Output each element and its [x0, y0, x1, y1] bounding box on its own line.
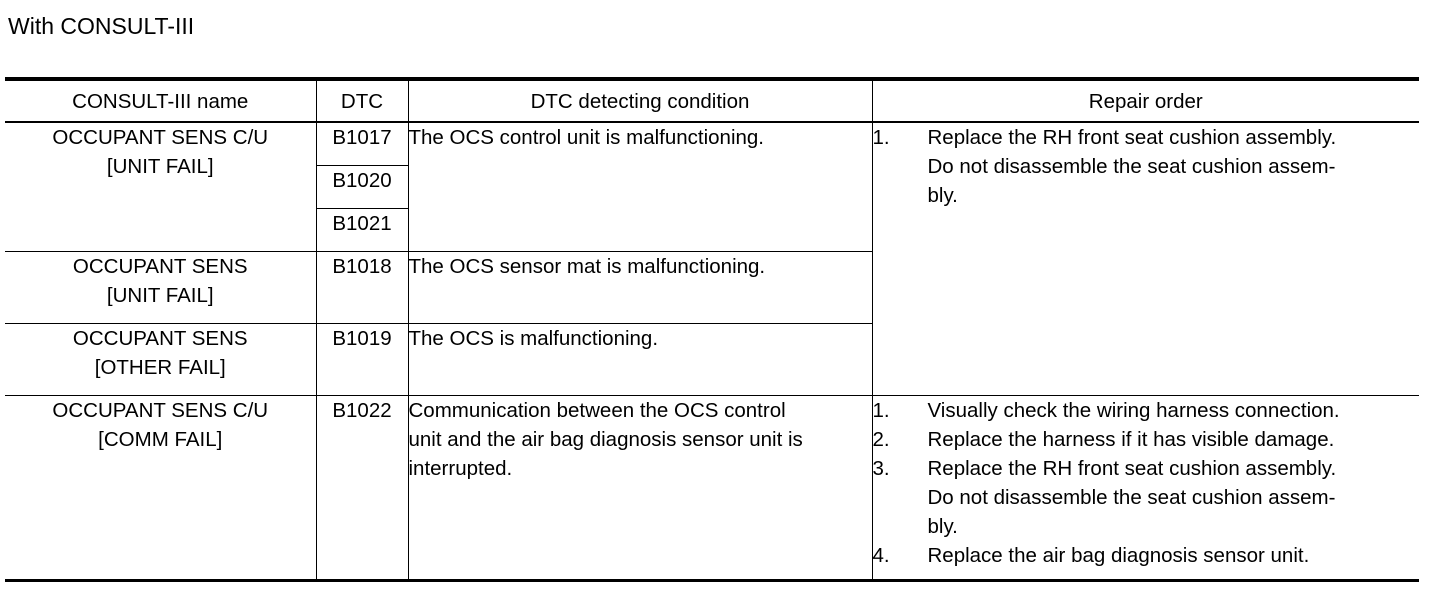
repair-step-text [928, 425, 1420, 454]
dtc-code-cell: B1021 [316, 209, 408, 252]
consult-name-line: OCCUPANT SENS [72, 327, 248, 350]
consult-name-line: [OTHER FAIL] [94, 356, 226, 379]
consult-name-line: [COMM FAIL] [98, 428, 223, 451]
consult-name-cell [5, 252, 316, 324]
repair-step-line: bly. [927, 184, 958, 207]
repair-step-number: 4. [872, 544, 890, 567]
repair-step-line: Replace the RH front seat cushion assembly. [927, 126, 1337, 149]
dtc-code-cell: B1018 [316, 252, 408, 324]
consult-name-line: OCCUPANT SENS [72, 255, 248, 278]
table-row [5, 122, 1419, 166]
repair-step-text [928, 454, 1420, 541]
repair-order-cell [872, 122, 1419, 396]
repair-step-line: Do not disassemble the seat cushion assem- [927, 486, 1336, 509]
condition-cell: The OCS control unit is malfunctioning. [408, 122, 872, 252]
repair-step-number: 2. [872, 428, 890, 451]
repair-step-text [928, 123, 1420, 210]
table-header-row [5, 79, 1419, 122]
header-condition: DTC detecting condition [408, 79, 872, 122]
dtc-table [5, 77, 1419, 582]
dtc-code-cell: B1017 [316, 122, 408, 166]
table-row [5, 396, 1419, 581]
repair-step-line: Visually check the wiring harness connection. [927, 399, 1340, 422]
repair-step [873, 396, 1420, 425]
condition-line: unit and the air bag diagnosis sensor unit is [408, 428, 803, 451]
repair-step-number: 1. [872, 126, 890, 149]
dtc-code-cell: B1019 [316, 324, 408, 396]
consult-name-line: [UNIT FAIL] [106, 155, 214, 178]
consult-name-cell [5, 324, 316, 396]
condition-cell: The OCS sensor mat is malfunctioning. [408, 252, 872, 324]
repair-step-line: Do not disassemble the seat cushion assem- [927, 155, 1336, 178]
repair-step [873, 541, 1420, 570]
consult-name-line: [UNIT FAIL] [106, 284, 214, 307]
repair-order-cell [872, 396, 1419, 581]
consult-name-cell [5, 396, 316, 581]
dtc-code-cell: B1020 [316, 166, 408, 209]
consult-name-line: OCCUPANT SENS C/U [52, 126, 269, 149]
consult-name-cell [5, 122, 316, 252]
condition-line: interrupted. [408, 457, 513, 480]
repair-step-number: 1. [872, 399, 890, 422]
repair-step [873, 425, 1420, 454]
repair-step-number: 3. [872, 457, 890, 480]
header-consult-name: CONSULT-III name [5, 79, 316, 122]
page-heading: With CONSULT-III [8, 13, 195, 39]
repair-step-line: Replace the air bag diagnosis sensor unit. [927, 544, 1310, 567]
dtc-code-cell: B1022 [316, 396, 408, 581]
repair-step-text [928, 396, 1420, 425]
repair-step-line: Replace the harness if it has visible damage. [927, 428, 1335, 451]
repair-step-line: Replace the RH front seat cushion assembly. [927, 457, 1337, 480]
condition-cell [408, 396, 872, 581]
repair-step-line: bly. [927, 515, 958, 538]
repair-step [873, 454, 1420, 541]
consult-name-line: OCCUPANT SENS C/U [52, 399, 269, 422]
header-repair-order: Repair order [872, 79, 1419, 122]
condition-cell: The OCS is malfunctioning. [408, 324, 872, 396]
repair-step [873, 123, 1420, 210]
condition-line: Communication between the OCS control [408, 399, 786, 422]
repair-step-text [928, 541, 1420, 570]
header-dtc: DTC [316, 79, 408, 122]
